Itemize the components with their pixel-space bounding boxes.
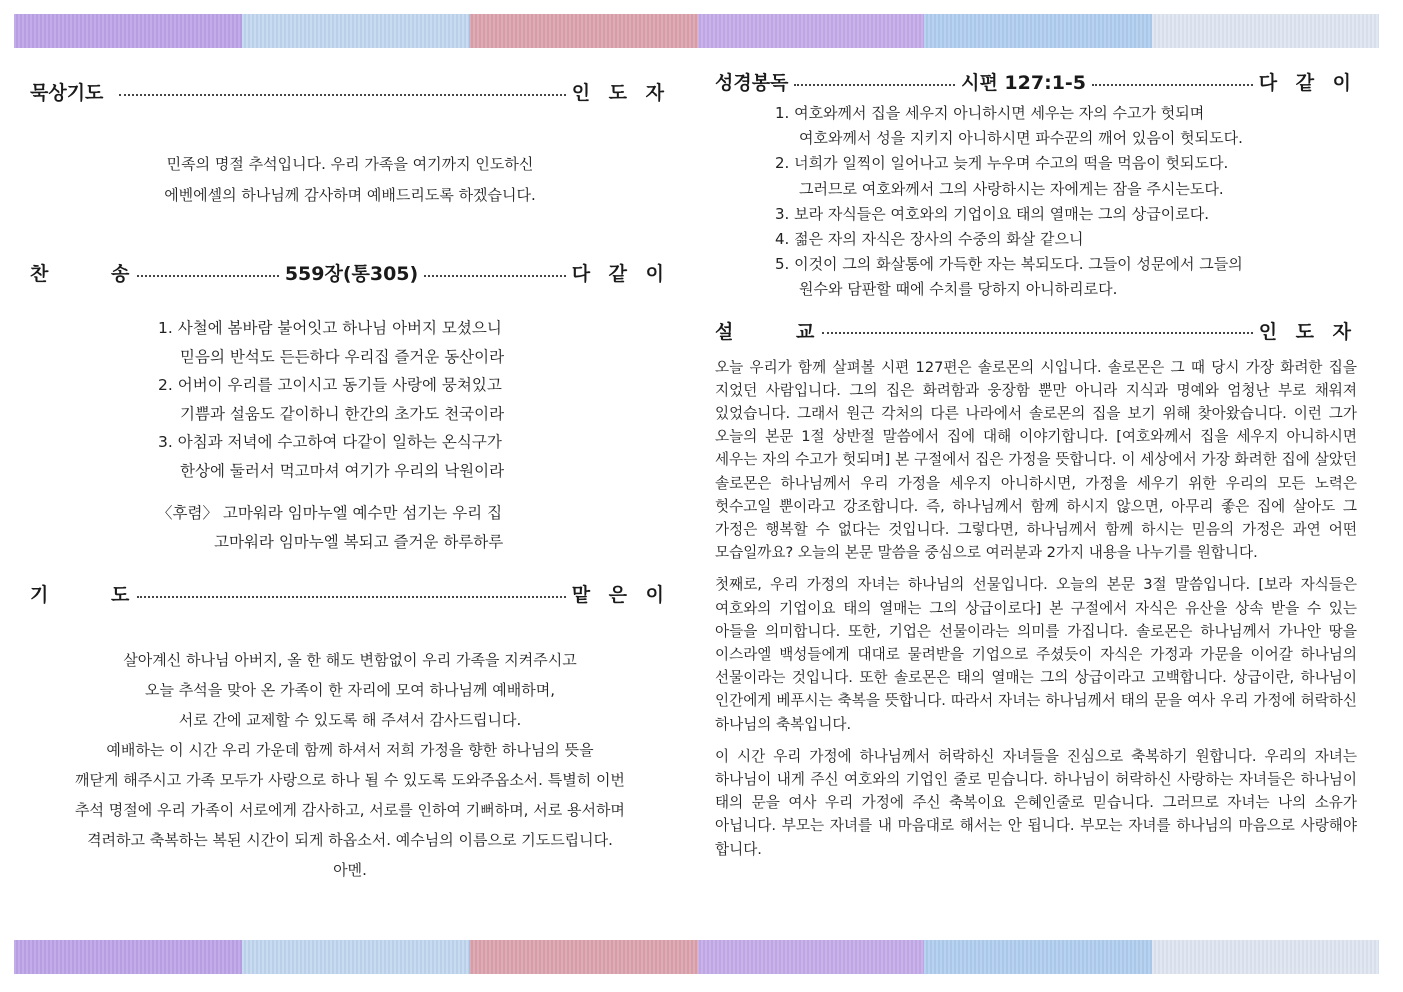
- top-color-band: [14, 14, 1379, 48]
- hymn-number: 559장(통305): [284, 263, 419, 285]
- meditation-header: [30, 78, 670, 105]
- section-label: 찬 송: [30, 263, 158, 285]
- left-page: [30, 60, 670, 885]
- text-line: 민족의 명절 추석입니다. 우리 가족을 여기까지 인도하신: [166, 155, 534, 173]
- verse-line: 2. 너희가 일찍이 일어나고 늦게 누우며 수고의 떡을 먹음이 헛되도다.: [775, 154, 1229, 173]
- sermon-paragraph: 오늘 우리가 함께 살펴볼 시편 127편은 솔로몬의 시입니다. 솔로몬은 그 때 당시 가장 화려한 집을 지었던 사람입니다. 그의 집은 화려함과 웅장함 뿐만 아니라 지식과 명예와 엄청난 부로 채워져 있었습니다. 그래서 원근 각처의 다른 나라에서 솔로몬의 집을 보기 위해 찾아왔습니다. 이런 그가 오늘의 본문 1절 상반절 말씀에서 집에 대해 이야기합니다. [여호와께서 집을 세우지 아니하시면 세우는 자의 수고가 헛되며] 본 구절에서 집은 가정을 뜻합니다. 이 세상에서 가장 화려한 집에 살았던 솔로몬은 하나님께서 우리 가정을 세우지 아니하시면, 가정을 세우기 위한 우리의 모든 노력은 헛수고일 뿐이라고 강조합니다. 즉, 하나님께서 함께 하시지 않으면, 아무리 좋은 집에 살아도 그 가정은 행복할 수 없다는 것입니다. 그렇다면, 하나님께서 함께 하시는 믿음의 가정은 과연 어떤 모습일까요? 오늘의 본문 말씀을 중심으로 여러분과 2가지 내용을 나누기를 원합니다.: [715, 358, 1357, 562]
- text-line: 오늘 추석을 맞아 온 가족이 한 자리에 모여 하나님께 예배하며,: [145, 681, 555, 699]
- band-segment: [14, 940, 242, 974]
- leader-dots: [424, 275, 565, 277]
- prayer-header: [30, 580, 670, 607]
- band-segment: [469, 14, 697, 48]
- sermon-paragraph: 이 시간 우리 가정에 하나님께서 허락하신 자녀들을 진심으로 축복하기 원합니다. 우리의 자녀는 하나님이 내게 주신 여호와의 기업인 줄로 믿습니다. 하나님이 허락하신 사랑하는 자녀들은 하나님이 태의 문을 여사 우리 가정에 주신 축복이요 은혜인줄로 믿습니다. 그러므로 자녀는 나의 소유가 아닙니다. 부모는 자녀를 내 마음대로 해서는 안 됩니다. 부모는 자녀를 하나님의 마음으로 사랑해야 합니다.: [715, 747, 1357, 858]
- band-segment: [14, 14, 242, 48]
- lyric-line: 믿음의 반석도 든든하다 우리집 즐거운 동산이라: [180, 347, 505, 366]
- hymn-lyrics: [30, 314, 670, 485]
- scripture-reference: 시편 127:1-5: [961, 72, 1087, 94]
- chorus-line: 고마워라 임마누엘 복되고 즐거운 하루하루: [214, 532, 504, 551]
- leader-dots: [119, 94, 565, 96]
- sermon-header: [715, 317, 1357, 344]
- verse-line: 그러므로 여호와께서 그의 사랑하시는 자에게는 잠을 주시는도다.: [799, 179, 1224, 198]
- leader-dots: [1092, 84, 1253, 86]
- lyric-line: 2. 어버이 우리를 고이시고 동기들 사랑에 뭉쳐있고: [158, 376, 502, 394]
- verse-line: 원수와 담판할 때에 수치를 당하지 아니하리로다.: [799, 280, 1118, 299]
- band-segment: [469, 940, 697, 974]
- bottom-color-band: [14, 940, 1379, 974]
- meditation-text: [30, 149, 670, 211]
- leader-role: 맡 은 이: [571, 584, 670, 606]
- chorus-line: 〈후렴〉 고마워라 임마누엘 예수만 섬기는 우리 집: [157, 504, 503, 522]
- band-segment: [1152, 14, 1380, 48]
- leader-role: 다 같 이: [1258, 72, 1358, 94]
- leader-dots: [137, 275, 278, 277]
- lyric-line: 1. 사철에 봄바람 불어잇고 하나님 아버지 모셨으니: [158, 319, 502, 337]
- sermon-body: [715, 356, 1357, 861]
- section-label: 성경봉독: [715, 72, 789, 94]
- reading-header: [715, 68, 1357, 95]
- text-line: 에벤에셀의 하나님께 감사하며 예배드리도록 하겠습니다.: [164, 186, 536, 204]
- leader-role: 인 도 자: [1258, 320, 1357, 343]
- section-label: 설 교: [715, 320, 843, 343]
- band-segment: [697, 940, 925, 974]
- text-line: 격려하고 축복하는 복된 시간이 되게 하옵소서. 예수님의 이름으로 기도드립니다.: [87, 831, 613, 849]
- text-line: 깨닫게 해주시고 가족 모두가 사랑으로 하나 될 수 있도록 도와주옵소서. 특별히 이번: [75, 771, 625, 789]
- verse-line: 5. 이것이 그의 화살통에 가득한 자는 복되도다. 그들이 성문에서 그들의: [775, 255, 1243, 274]
- section-label: 묵상기도: [30, 82, 104, 104]
- verse-line: 4. 젊은 자의 자식은 장사의 수중의 화살 같으니: [775, 230, 1084, 249]
- scripture-text: [715, 101, 1357, 303]
- hymn-chorus: [30, 499, 670, 556]
- verse-line: 1. 여호와께서 집을 세우지 아니하시면 세우는 자의 수고가 헛되며: [775, 104, 1205, 122]
- text-line: 살아계신 하나님 아버지, 올 한 해도 변함없이 우리 가족을 지켜주시고: [123, 651, 577, 669]
- hymn-header: [30, 259, 670, 286]
- prayer-text: [30, 645, 670, 885]
- leader-dots: [822, 332, 1252, 334]
- sermon-paragraph: 첫째로, 우리 가정의 자녀는 하나님의 선물입니다. 오늘의 본문 3절 말씀입니다. [보라 자식들은 여호와의 기업이요 태의 열매는 그의 상급이로다] 본 구절에서 자식은 유산을 상속 받을 수 있는 아들을 의미합니다. 또한, 기업은 선물이라는 의미를 가집니다. 솔로몬은 하나님께서 가나안 땅을 이스라엘 백성들에게 대대로 물려받을 기업으로 주셨듯이 자식은 가정과 가문을 이어갈 하나님의 선물이라는 것입니다. 또한 솔로몬은 태의 열매는 그의 상급이라고 고백합니다. 상급이란, 하나님이 인간에게 베푸시는 축복을 뜻합니다. 따라서 자녀는 하나님께서 태의 문을 여사 우리 가정에 허락하신 하나님의 축복입니다.: [715, 576, 1357, 733]
- band-segment: [242, 14, 470, 48]
- leader-dots: [137, 596, 565, 598]
- verse-line: 여호와께서 성을 지키지 아니하시면 파수꾼의 깨어 있음이 헛되도다.: [799, 129, 1243, 148]
- right-page: [715, 60, 1357, 870]
- band-segment: [924, 940, 1152, 974]
- leader-dots: [794, 84, 955, 86]
- text-line: 서로 간에 교제할 수 있도록 해 주셔서 감사드립니다.: [178, 711, 522, 729]
- leader-role: 인 도 자: [571, 82, 670, 104]
- lyric-line: 3. 아침과 저녁에 수고하여 다같이 일하는 온식구가: [158, 433, 502, 451]
- verse-line: 3. 보라 자식들은 여호와의 기업이요 태의 열매는 그의 상급이로다.: [775, 204, 1209, 223]
- lyric-line: 기쁨과 설움도 같이하니 한간의 초가도 천국이라: [180, 404, 505, 423]
- band-segment: [697, 14, 925, 48]
- band-segment: [242, 940, 470, 974]
- text-line: 추석 명절에 우리 가족이 서로에게 감사하고, 서로를 인하여 기뻐하며, 서로 용서하며: [75, 801, 625, 819]
- leader-role: 다 같 이: [571, 263, 670, 285]
- lyric-line: 한상에 둘러서 먹고마셔 여기가 우리의 낙원이라: [180, 461, 505, 480]
- text-line: 예배하는 이 시간 우리 가운데 함께 하셔서 저희 가정을 향한 하나님의 뜻을: [106, 741, 594, 759]
- text-line: 아멘.: [333, 861, 367, 879]
- band-segment: [1152, 940, 1380, 974]
- band-segment: [924, 14, 1152, 48]
- section-label: 기 도: [30, 584, 158, 606]
